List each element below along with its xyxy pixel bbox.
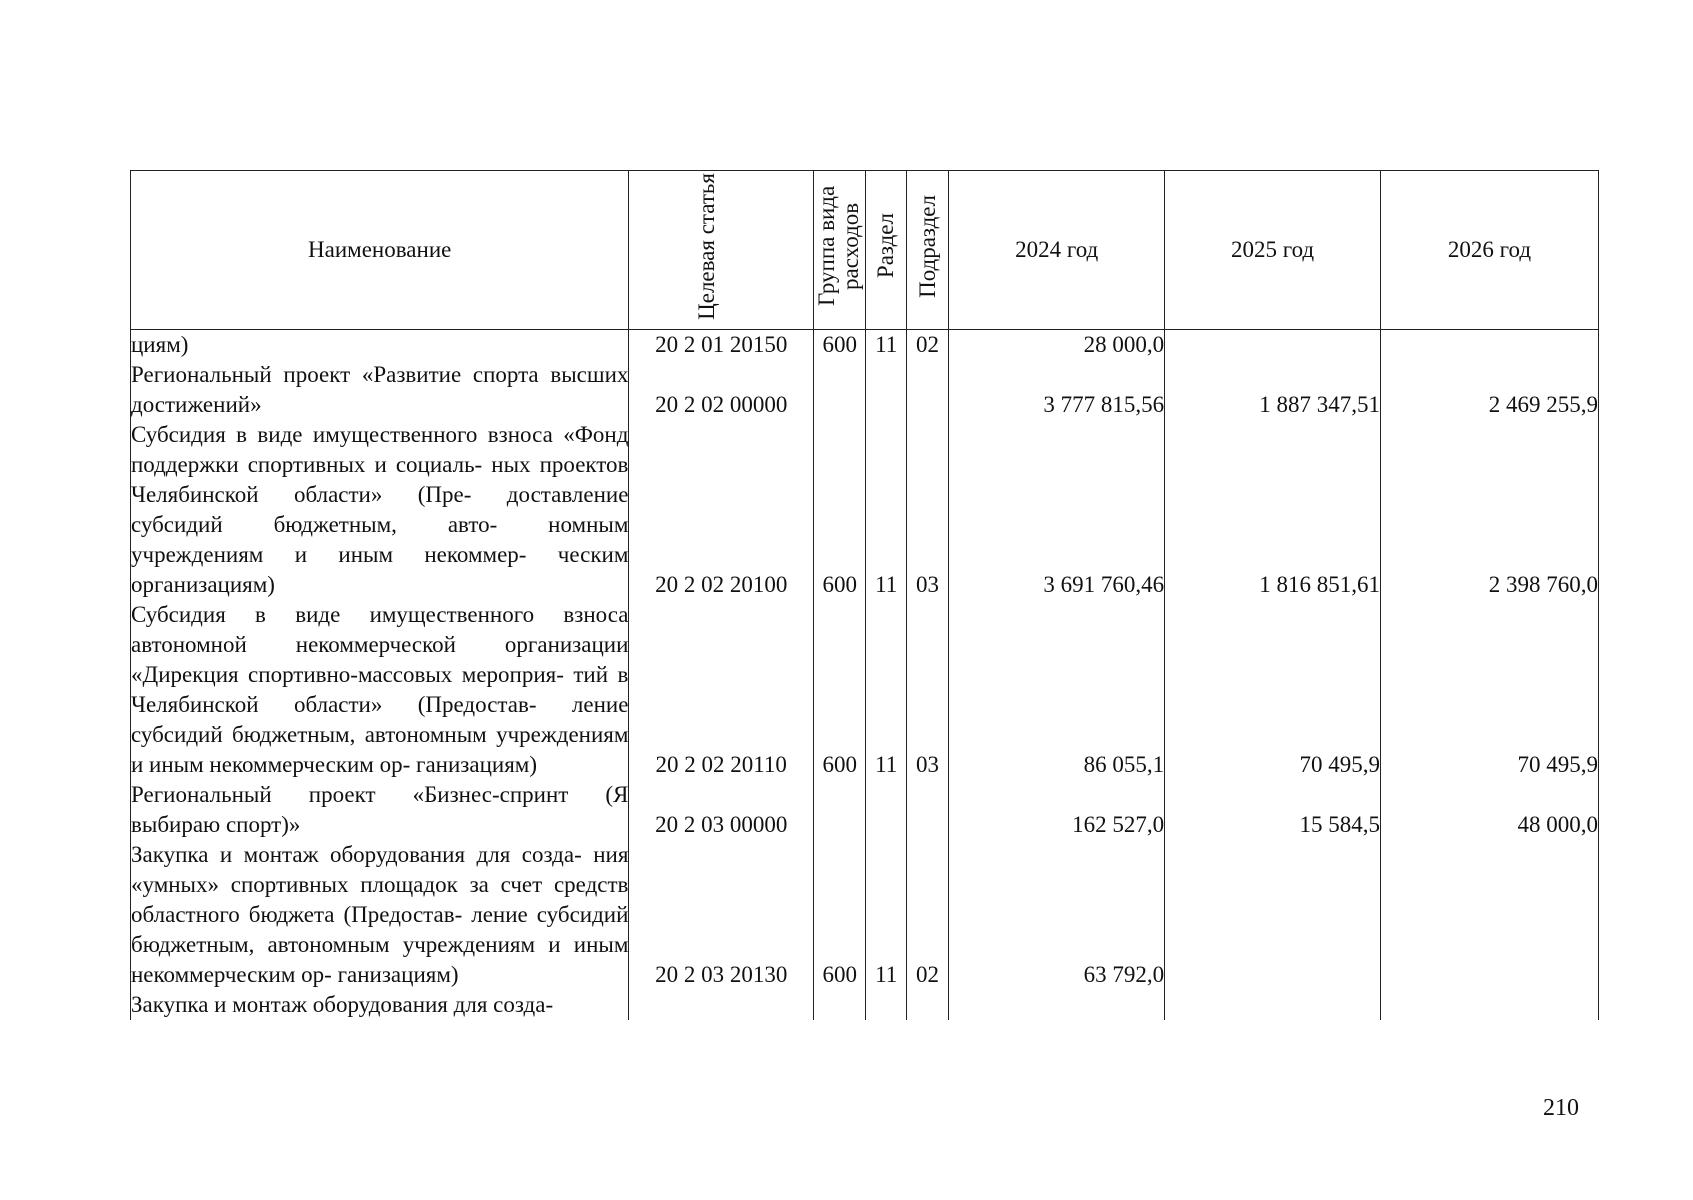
- row-code: 20 2 03 00000: [629, 780, 814, 840]
- col-header-group: [814, 171, 866, 330]
- row-code: [629, 990, 814, 1020]
- row-subsection: 02: [906, 840, 948, 990]
- row-subsection: [906, 360, 948, 420]
- row-2024: 162 527,0: [949, 780, 1165, 840]
- row-2026: 48 000,0: [1381, 780, 1599, 840]
- row-2025: [1165, 840, 1381, 990]
- row-code: 20 2 02 20110: [629, 600, 814, 780]
- row-2026: [1381, 840, 1599, 990]
- row-code: 20 2 03 20130: [629, 840, 814, 990]
- page-number: 210: [1543, 1095, 1579, 1121]
- row-name: Региональный проект «Развитие спорта высших достижений»: [131, 360, 629, 420]
- row-2026: 70 495,9: [1381, 600, 1599, 780]
- table-body: [131, 330, 1599, 1021]
- table-row: [131, 990, 1599, 1020]
- col-header-section: [866, 171, 906, 330]
- row-2024: 86 055,1: [949, 600, 1165, 780]
- row-group: [814, 360, 866, 420]
- row-2024: 63 792,0: [949, 840, 1165, 990]
- row-2025: 70 495,9: [1165, 600, 1381, 780]
- row-subsection: [906, 780, 948, 840]
- row-name: Региональный проект «Бизнес-спринт (Я выбираю спорт)»: [131, 780, 629, 840]
- row-subsection: 03: [906, 600, 948, 780]
- row-name: Субсидия в виде имущественного взноса «Фонд поддержки спортивных и социаль- ных проектов Челябинской области» (Пре- доставление субсидий бюджетным, авто- номным учреждениям и иным некоммер- ческим организациям): [131, 420, 629, 600]
- row-name: Закупка и монтаж оборудования для созда-: [131, 990, 629, 1020]
- col-header-target: [629, 171, 814, 330]
- row-section: 11: [866, 600, 906, 780]
- row-group: 600: [814, 330, 866, 361]
- col-header-subsection: [906, 171, 948, 330]
- row-2025: [1165, 330, 1381, 361]
- table-row: [131, 420, 1599, 600]
- col-header-2024: 2024 год: [949, 171, 1165, 330]
- row-2026: 2 398 760,0: [1381, 420, 1599, 600]
- col-header-target-label: Целевая статья: [694, 172, 720, 320]
- col-header-subsection-label: Подраздел: [914, 194, 940, 298]
- row-name: Субсидия в виде имущественного взноса автономной некоммерческой организации «Дирекция спортивно-массовых мероприя- тий в Челябинской области» (Предостав- ление субсидий бюджетным, автономным учреждениям и иным некоммерческим ор- ганизациям): [131, 600, 629, 780]
- col-header-2025: 2025 год: [1165, 171, 1381, 330]
- row-name: циям): [131, 330, 629, 361]
- row-2025: 1 887 347,51: [1165, 360, 1381, 420]
- table-row: [131, 780, 1599, 840]
- row-section: [866, 990, 906, 1020]
- row-code: 20 2 02 20100: [629, 420, 814, 600]
- table-row: [131, 330, 1599, 361]
- budget-table: [130, 170, 1599, 1020]
- table-row: [131, 360, 1599, 420]
- row-2025: [1165, 990, 1381, 1020]
- row-2026: 2 469 255,9: [1381, 360, 1599, 420]
- row-group: 600: [814, 600, 866, 780]
- table-row: [131, 840, 1599, 990]
- row-2025: 15 584,5: [1165, 780, 1381, 840]
- row-group: 600: [814, 840, 866, 990]
- row-section: 11: [866, 330, 906, 361]
- col-header-group-label: Группа вида расходов: [813, 185, 863, 307]
- row-2024: [949, 990, 1165, 1020]
- col-header-section-label: Раздел: [873, 213, 899, 279]
- table-row: [131, 600, 1599, 780]
- row-group: [814, 780, 866, 840]
- row-2026: [1381, 330, 1599, 361]
- row-subsection: 03: [906, 420, 948, 600]
- row-2024: 3 691 760,46: [949, 420, 1165, 600]
- row-code: 20 2 01 20150: [629, 330, 814, 361]
- row-subsection: 02: [906, 330, 948, 361]
- row-2025: 1 816 851,61: [1165, 420, 1381, 600]
- col-header-name: Наименование: [131, 171, 629, 330]
- row-name: Закупка и монтаж оборудования для созда- ния «умных» спортивных площадок за счет средств областного бюджета (Предостав- ление субсидий бюджетным, автономным учреждениям и иным некоммерческим ор- ганизациям): [131, 840, 629, 990]
- row-2024: 3 777 815,56: [949, 360, 1165, 420]
- row-subsection: [906, 990, 948, 1020]
- row-2026: [1381, 990, 1599, 1020]
- row-group: 600: [814, 420, 866, 600]
- row-code: 20 2 02 00000: [629, 360, 814, 420]
- table-header-row: [131, 171, 1599, 330]
- row-section: [866, 780, 906, 840]
- row-group: [814, 990, 866, 1020]
- row-section: [866, 360, 906, 420]
- col-header-2026: 2026 год: [1381, 171, 1599, 330]
- row-section: 11: [866, 840, 906, 990]
- row-section: 11: [866, 420, 906, 600]
- row-2024: 28 000,0: [949, 330, 1165, 361]
